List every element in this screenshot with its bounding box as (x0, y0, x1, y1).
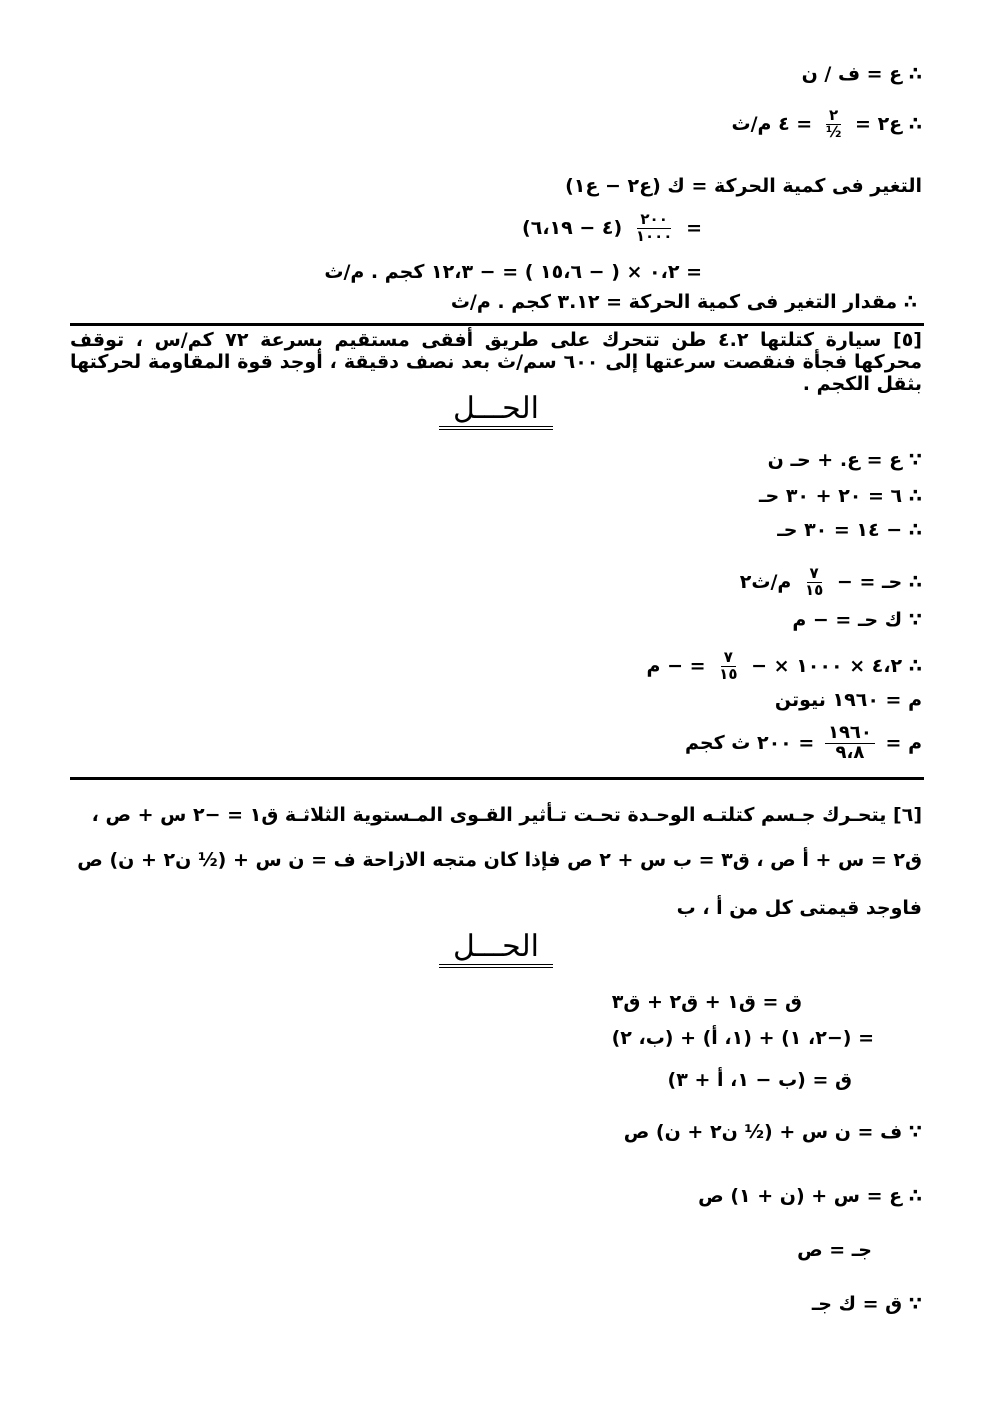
eq-force-law: ∵ ق = ك جـ (811, 1293, 922, 1315)
fraction-denominator: ٩،٨ (835, 741, 865, 763)
fraction-numerator: ٢ (826, 108, 841, 125)
fraction-numerator: ٧ (807, 566, 822, 583)
section-divider (70, 777, 924, 780)
solution-heading (0, 391, 992, 430)
eq-velocity-vector: ∴ ع = س + (ن + ١) ص (698, 1185, 922, 1207)
fraction (825, 724, 875, 763)
eq-displacement: ∵ ف = ن س + (½ ن٢ + ن) ص (623, 1121, 922, 1143)
fraction-denominator: ١٥ (804, 580, 824, 599)
eq-momentum-magnitude: ∴ مقدار التغير فى كمية الحركة = ٣.١٢ كجم . م/ث (450, 291, 917, 313)
eq-momentum-change: التغير فى كمية الحركة = ك (ع٢ − ع١) (565, 175, 922, 197)
eq-part: (٤ − ٦،١٩) (522, 216, 623, 239)
eq-resultant-force: ق = ق١ + ق٢ + ق٣ (611, 991, 802, 1013)
eq-newton-law: ∵ ك حـ = − م (792, 609, 922, 631)
eq-part: ∴ ٤،٢ × ١٠٠٠ × − (751, 654, 922, 677)
eq-acceleration (740, 566, 922, 599)
eq-part: ∴ حـ = − (836, 570, 922, 593)
fraction-denominator: ١٠٠٠ (635, 226, 673, 245)
problem-6-line-2: ق٢ = س + أ ص ، ق٣ = ب س + ٢ ص فإذا كان متجه الازاحة ف = ن س + (½ ن٢ + ن) ص (77, 849, 922, 871)
eq-resultant-value: ق = (ب − ١، أ + ٣) (667, 1069, 852, 1091)
eq-resistance-kg (685, 724, 922, 763)
fraction (633, 212, 676, 245)
eq-resistance-sub (647, 650, 922, 683)
eq-part: = ٤ م/ث (731, 112, 813, 135)
eq-part: ∴ ع٢ = (855, 112, 922, 135)
section-divider (70, 323, 924, 326)
problem-5-text: [٥] سيارة كتلتها ٤.٢ طن تتحرك على طريق أفقى مستقيم بسرعة ٧٢ كم/س ، توقف محركها فجأة فنقصت سرعتها إلى ٦٠٠ سم/ث بعد نصف دقيقة ، أوجد قوة المقاومة لحركتها بثقل الكجم . (70, 329, 922, 395)
eq-part: م/ث٢ (739, 570, 792, 593)
eq-part: م = (885, 731, 922, 754)
solution-heading (0, 929, 992, 968)
fraction-numerator: ٢٠٠ (637, 212, 670, 229)
fraction (802, 566, 826, 599)
fraction (823, 108, 845, 141)
solution-heading-text: الحـــل (439, 932, 553, 968)
solution-heading-text: الحـــل (439, 394, 553, 430)
eq-velocity-value (732, 108, 923, 141)
problem-6-line-3: فاوجد قيمتى كل من أ ، ب (676, 897, 922, 919)
eq-motion-1: ∵ ع = ع. + حـ ن (767, 449, 922, 471)
eq-velocity-def: ∴ ع = ف / ن (801, 63, 922, 85)
eq-part: = ٢٠٠ ث كجم (685, 731, 815, 754)
fraction-denominator: ١٥ (719, 664, 738, 683)
fraction-numerator: ١٩٦٠ (825, 724, 875, 744)
eq-momentum-result: = ٠،٢ × ( − ١٥،٦ ) = − ١٢،٣ كجم . م/ث (324, 261, 702, 283)
eq-resultant-sub: = (−٢، ١) + (١، أ) + (ب، ٢) (611, 1027, 874, 1049)
problem-6-line-1: [٦] يتحـرك جـسم كتلتـه الوحـدة تحـت تـأثير القـوى المـستوية الثلاثـة ق١ = −٢ س + ص ، (91, 804, 922, 826)
eq-momentum-sub (522, 212, 702, 245)
eq-motion-3: ∴ − ١٤ = ٣٠ حـ (777, 519, 922, 541)
fraction (716, 650, 740, 683)
eq-acceleration-vector: جـ = ص (797, 1239, 872, 1261)
eq-part: = − م (646, 654, 706, 677)
fraction-numerator: ٧ (721, 650, 736, 667)
eq-motion-2: ∴ ٦ = ٢٠ + ٣٠ حـ (759, 485, 922, 507)
eq-resistance-newton: م = ١٩٦٠ نيوتن (774, 689, 922, 711)
fraction-denominator: ½ (825, 122, 842, 141)
eq-part: = (686, 216, 702, 239)
